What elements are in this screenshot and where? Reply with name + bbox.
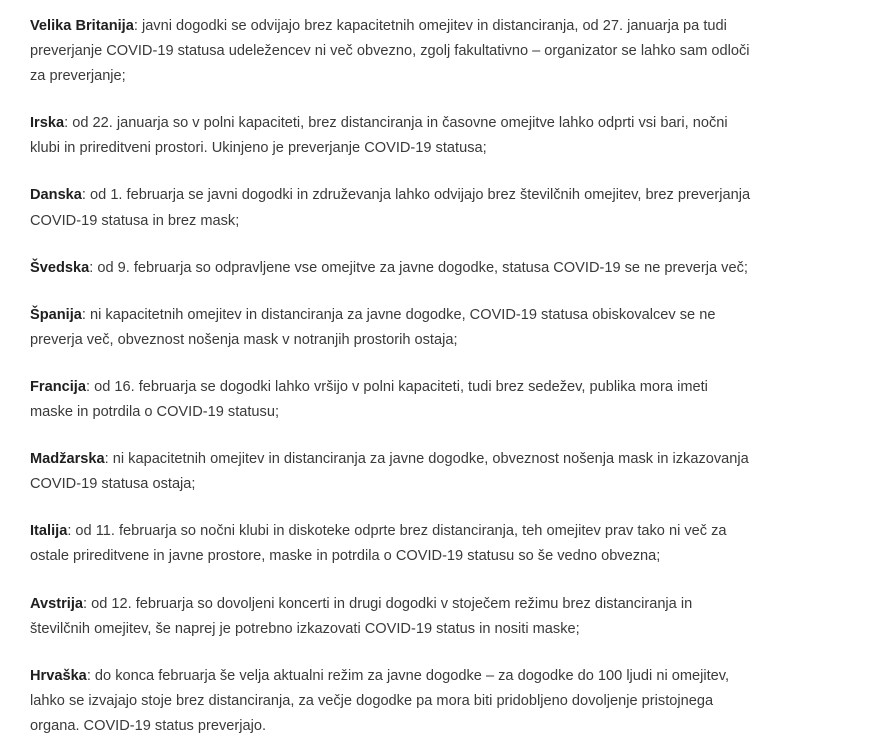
country-name: Španija (30, 306, 82, 323)
country-name: Italija (30, 523, 68, 540)
country-description: : od 22. januarja so v polni kapaciteti, brez distanciranja in časovne omejitve lahko odprti vsi bari, nočni klubi in prireditveni prostori. Ukinjeno je preverjanje COVID-19 statusa; (30, 115, 728, 157)
country-description: : od 11. februarja so nočni klubi in diskoteke odprte brez distanciranja, teh omejitev prav tako ni več za ostale prireditvene in javne prostore, maske in potrdila o COVID-19 statusu so še vedno obvezna; (30, 523, 727, 565)
country-entry (30, 447, 752, 497)
country-entry (30, 519, 752, 569)
country-description: : od 9. februarja so odpravljene vse omejitve za javne dogodke, statusa COVID-19 se ne preverja več; (89, 259, 748, 276)
country-name: Danska (30, 187, 82, 204)
country-description: : od 16. februarja se dogodki lahko vršijo v polni kapaciteti, tudi brez sedežev, publika mora imeti maske in potrdila o COVID-19 statusu; (30, 378, 708, 421)
country-name: Madžarska (30, 451, 105, 468)
country-description: : ni kapacitetnih omejitev in distanciranja za javne dogodke, obveznost nošenja mask in izkazovanja COVID-19 statusa ostaja; (30, 451, 749, 493)
country-name: Irska (30, 115, 65, 132)
country-name: Švedska (30, 259, 90, 276)
country-entry (30, 14, 752, 89)
country-entry (30, 183, 752, 233)
country-entry (30, 592, 752, 642)
country-description: : ni kapacitetnih omejitev in distanciranja za javne dogodke, COVID-19 statusa obiskovalcev se ne preverja več, obveznost nošenja mask v notranjih prostorih ostaja; (30, 306, 716, 348)
country-name: Avstrija (30, 595, 83, 612)
country-name: Francija (30, 378, 86, 395)
country-name: Hrvaška (30, 667, 87, 684)
country-description: : do konca februarja še velja aktualni režim za javne dogodke – za dogodke do 100 ljudi ni omejitev, lahko se izvajajo stoje brez distanciranja, za večje dogodke pa mora biti pridobljeno dovoljenje pristojnega organa. COVID-19 status preverjajo. (30, 667, 730, 734)
country-description: : od 12. februarja so dovoljeni koncerti in drugi dogodki v stoječem režimu brez distanciranja in številčnih omejitev, še naprej je potrebno izkazovati COVID-19 status in nositi maske; (30, 595, 693, 637)
country-description: : javni dogodki se odvijajo brez kapacitetnih omejitev in distanciranja, od 27. januarja pa tudi preverjanje COVID-19 statusa udeležencev ni več obvezno, zgolj fakultativno – organizator se lahko sam odloči za preverjanje; (30, 18, 750, 85)
country-entry (30, 664, 752, 739)
country-entry (30, 303, 752, 353)
country-entry (30, 256, 752, 281)
country-name: Velika Britanija (30, 18, 134, 34)
country-entry (30, 375, 752, 425)
country-description: : od 1. februarja se javni dogodki in združevanja lahko odvijajo brez številčnih omejitev, brez preverjanja COVID-19 statusa in brez mask; (30, 187, 751, 229)
country-entry (30, 111, 752, 161)
